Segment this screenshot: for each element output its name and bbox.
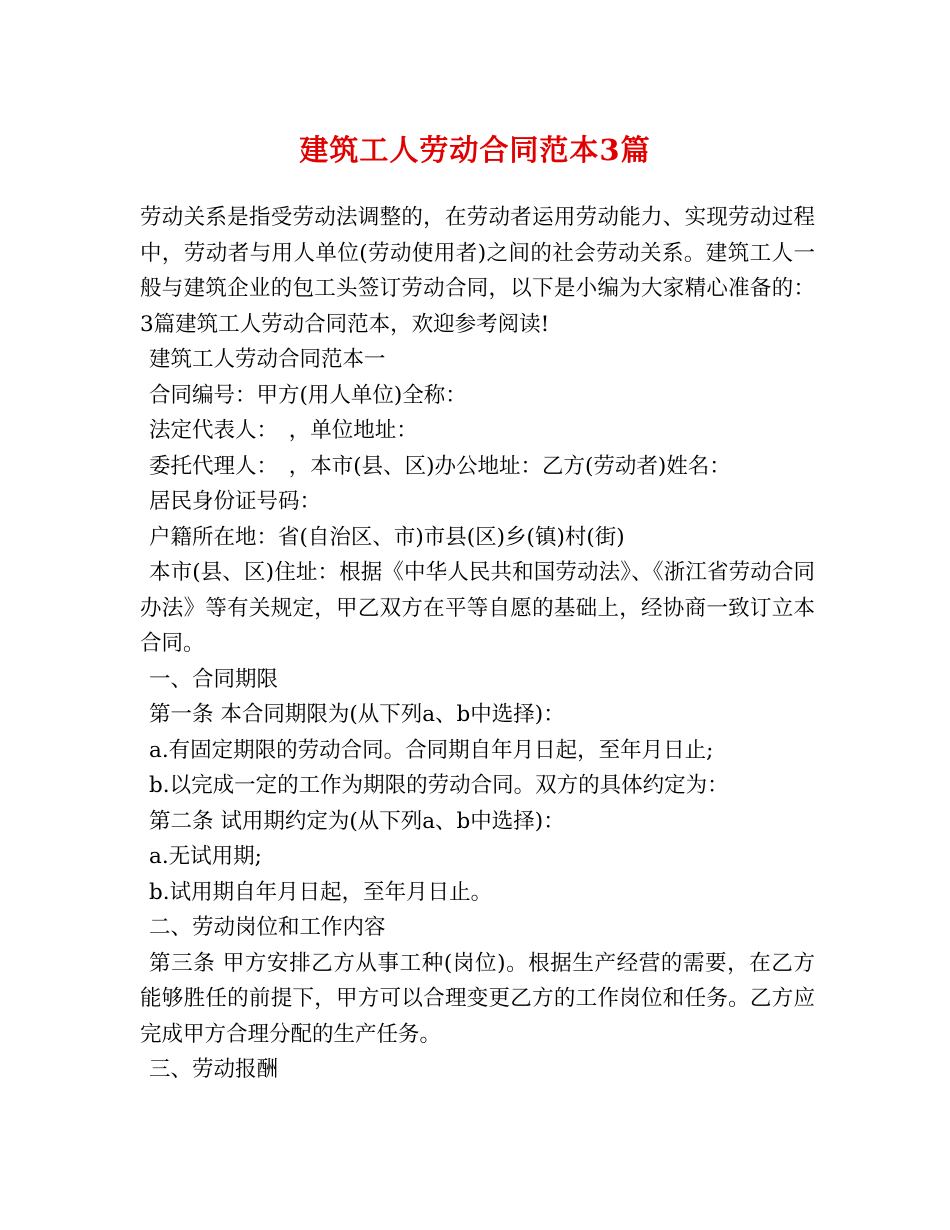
address-law-text: 本市(县、区)住址：根据《中华人民共和国劳动法》、《浙江省劳动合同办法》等有关规定，甲乙双方在平等自愿的基础上，经协商一致订立本合同。 — [140, 560, 815, 656]
contract-heading-one: 建筑工人劳动合同范本一 — [149, 347, 386, 372]
article-one-option-b: b.以完成一定的工作为期限的劳动合同。双方的具体约定为： — [149, 773, 729, 798]
article-one: 第一条 本合同期限为(从下列a、b中选择)： — [149, 702, 565, 727]
article-three-paragraph — [140, 946, 815, 1053]
article-two: 第二条 试用期约定为(从下列a、b中选择)： — [149, 808, 565, 834]
section-job-content: 二、劳动岗位和工作内容 — [149, 915, 386, 940]
section-contract-term: 一、合同期限 — [149, 666, 279, 692]
agent-line: 委托代理人： ，本市(县、区)办公地址：乙方(劳动者)姓名： — [149, 453, 731, 479]
article-two-option-a: a.无试用期; — [149, 844, 262, 869]
article-one-option-a: a.有固定期限的劳动合同。合同期自年月日起，至年月日止; — [149, 737, 714, 763]
legal-representative-line: 法定代表人： ，单位地址： — [149, 418, 418, 443]
address-law-paragraph — [140, 555, 815, 662]
household-register-line: 户籍所在地：省(自治区、市)市县(区)乡(镇)村(街) — [149, 524, 625, 550]
article-three-text: 第三条 甲方安排乙方从事工种(岗位)。根据生产经营的需要，在乙方能够胜任的前提下，甲方可以合理变更乙方的工作岗位和任务。乙方应完成甲方合理分配的生产任务。 — [140, 950, 815, 1047]
contract-number-line: 合同编号：甲方(用人单位)全称： — [149, 382, 467, 408]
intro-paragraph: 劳动关系是指受劳动法调整的，在劳动者运用劳动能力、实现劳动过程中，劳动者与用人单位(劳动使用者)之间的社会劳动关系。建筑工人一般与建筑企业的包工头签订劳动合同，以下是小编为大家精心准备的：3篇建筑工人劳动合同范本，欢迎参考阅读! — [140, 205, 815, 337]
section-remuneration: 三、劳动报酬 — [149, 1057, 279, 1082]
id-number-line: 居民身份证号码： — [149, 489, 322, 514]
document-body — [140, 200, 815, 1088]
article-two-option-b: b.试用期自年月日起，至年月日止。 — [149, 879, 493, 905]
document-title: 建筑工人劳动合同范本3篇 — [299, 133, 651, 167]
